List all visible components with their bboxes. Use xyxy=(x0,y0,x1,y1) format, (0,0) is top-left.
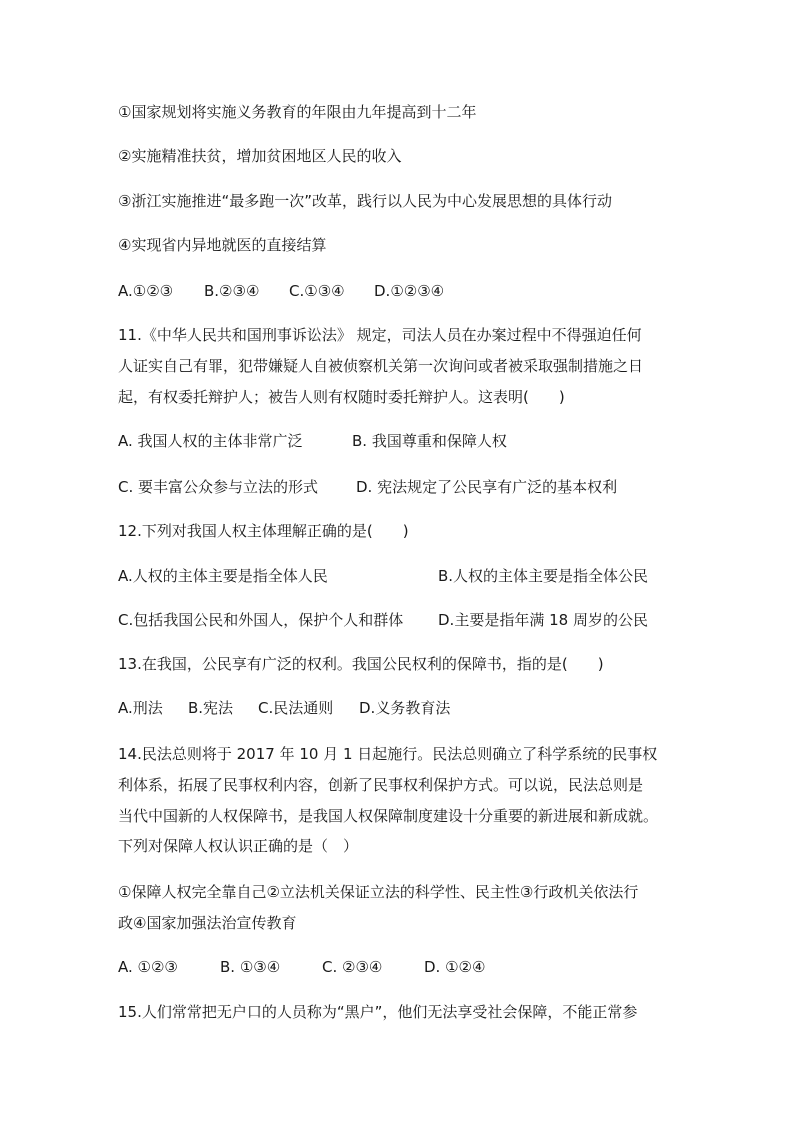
q11-option-c: C. 要丰富公众参与立法的形式 xyxy=(118,478,319,496)
q10-option-a: A.①②③ xyxy=(118,282,174,300)
q14-stem-line-3: 当代中国新的人权保障书，是我国人权保障制度建设十分重要的新进展和新成就。 xyxy=(118,807,659,825)
q11-stem-line-2: 人证实自己有罪，犯带嫌疑人自被侦察机关第一次询问或者被采取强制措施之日 xyxy=(118,357,644,375)
q14-option-a: A. ①②③ xyxy=(118,958,178,976)
q11-option-a: A. 我国人权的主体非常广泛 xyxy=(118,432,303,450)
q10-statement-3: ③浙江实施推进“最多跑一次”改革，践行以人民为中心发展思想的具体行动 xyxy=(118,192,612,210)
q11-options-row-1 xyxy=(118,431,507,451)
q10-statement-2: ②实施精准扶贫，增加贫困地区人民的收入 xyxy=(118,147,402,165)
q12-option-c: C.包括我国公民和外国人，保护个人和群体 xyxy=(118,611,404,629)
q14-stem-line-1: 14.民法总则将于 2017 年 10 月 1 日起施行。民法总则确立了科学系统的民事权 xyxy=(118,745,658,763)
q13-option-b: B.宪法 xyxy=(188,699,234,717)
q11-stem-line-3: 起，有权委托辩护人；被告人则有权随时委托辩护人。这表明( ) xyxy=(118,388,565,406)
q10-options xyxy=(118,281,444,301)
q14-statements-line-1: ①保障人权完全靠自己②立法机关保证立法的科学性、民主性③行政机关依法行 xyxy=(118,883,639,901)
q14-option-d: D. ①②④ xyxy=(424,958,486,976)
q14-options xyxy=(118,957,485,977)
q12-options-row-1 xyxy=(118,566,648,586)
q11-options-row-2 xyxy=(118,477,617,497)
q10-option-c: C.①③④ xyxy=(289,282,345,300)
q12-option-b: B.人权的主体主要是指全体公民 xyxy=(438,567,649,585)
q10-statement-4: ④实现省内异地就医的直接结算 xyxy=(118,236,327,254)
q10-option-b: B.②③④ xyxy=(204,282,260,300)
q13-option-d: D.义务教育法 xyxy=(359,699,451,717)
q14-option-c: C. ②③④ xyxy=(322,958,383,976)
q14-stem-line-2: 利体系，拓展了民事权利内容，创新了民事权利保护方式。可以说，民法总则是 xyxy=(118,776,644,794)
q14-statements-line-2: 政④国家加强法治宣传教育 xyxy=(118,914,297,932)
q13-option-c: C.民法通则 xyxy=(258,699,334,717)
q12-options-row-2 xyxy=(118,610,648,630)
q11-option-d: D. 宪法规定了公民享有广泛的基本权利 xyxy=(356,478,618,496)
q11-option-b: B. 我国尊重和保障人权 xyxy=(352,432,507,450)
q10-option-d: D.①②③④ xyxy=(374,282,445,300)
q11-stem-line-1: 11.《中华人民共和国刑事诉讼法》 规定，司法人员在办案过程中不得强迫任何 xyxy=(118,326,642,344)
q13-option-a: A.刑法 xyxy=(118,699,163,717)
q14-option-b: B. ①③④ xyxy=(220,958,281,976)
q13-options xyxy=(118,698,450,718)
q10-statement-1: ①国家规划将实施义务教育的年限由九年提高到十二年 xyxy=(118,103,477,121)
q12-stem: 12.下列对我国人权主体理解正确的是( ) xyxy=(118,522,409,540)
q13-stem: 13.在我国，公民享有广泛的权利。我国公民权利的保障书，指的是( ) xyxy=(118,655,604,673)
q14-stem-line-4: 下列对保障人权认识正确的是（ ） xyxy=(118,837,359,855)
q12-option-a: A.人权的主体主要是指全体人民 xyxy=(118,567,328,585)
q12-option-d: D.主要是指年满 18 周岁的公民 xyxy=(438,611,648,629)
q15-stem-line-1: 15.人们常常把无户口的人员称为“黑户”，他们无法享受社会保障，不能正常参 xyxy=(118,1003,638,1021)
